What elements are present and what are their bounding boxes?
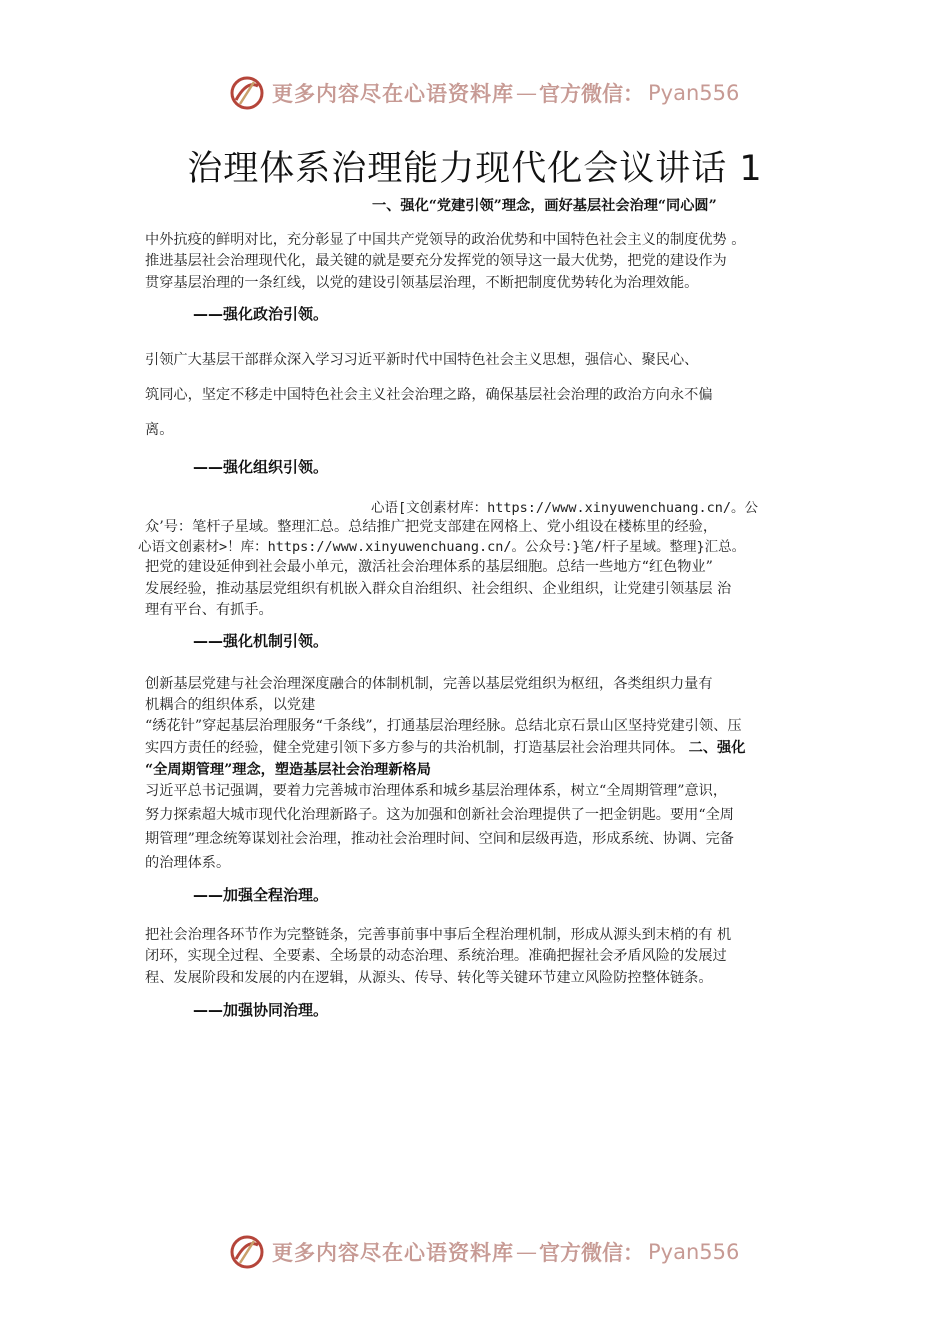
brand-logo-icon bbox=[228, 74, 266, 112]
paragraph-line: 离。 bbox=[145, 422, 174, 438]
paragraph-line: 中外抗疫的鲜明对比，充分彰显了中国共产党领导的政治优势和中国特色社会主义的制度优势 。 bbox=[145, 232, 746, 248]
paragraph-line: 筑同心，坚定不移走中国特色社会主义社会治理之路，确保基层社会治理的政治方向永不偏 bbox=[145, 387, 713, 403]
paragraph-line: 理有平台、有抓手。 bbox=[145, 602, 273, 618]
section-heading-2-part: 二、强化 bbox=[688, 740, 746, 756]
section-heading-1: 一、强化“党建引领”理念，画好基层社会治理“同心圆” bbox=[372, 198, 717, 214]
subheading-political: ——强化政治引领。 bbox=[193, 305, 329, 323]
paragraph-line: 努力探索超大城市现代化治理新路子。这为加强和创新社会治理提供了一把金钥匙。要用“全周 bbox=[145, 807, 734, 823]
paragraph-line: 期管理”理念统筹谋划社会治理，推动社会治理时间、空间和层级再造，形成系统、协调、完备 bbox=[145, 831, 734, 847]
footer-banner bbox=[228, 1232, 748, 1272]
page-title: 治理体系治理能力现代化会议讲话 1 bbox=[187, 149, 763, 189]
banner-separator: — bbox=[516, 1240, 537, 1264]
banner-wechat-id: Pyan556 bbox=[648, 81, 740, 105]
paragraph-line bbox=[145, 738, 745, 758]
brand-logo-icon bbox=[228, 1233, 266, 1271]
paragraph-line: “绣花针”穿起基层治理服务“千条线”，打通基层治理经脉。总结北京石景山区坚持党建引领、压 bbox=[145, 718, 742, 734]
paragraph-line: 推进基层社会治理现代化，最关键的就是要充分发挥党的领导这一最大优势，把党的建设作为 bbox=[145, 253, 727, 269]
paragraph-line: 创新基层党建与社会治理深度融合的体制机制，完善以基层党组织为枢纽，各类组织力量有 bbox=[145, 676, 713, 692]
banner-slogan: 更多内容尽在心语资料库 bbox=[272, 81, 514, 106]
subheading-full-process: ——加强全程治理。 bbox=[193, 886, 329, 904]
paragraph-line: 发展经验，推动基层党组织有机嵌入群众自治组织、社会组织、企业组织，让党建引领基层 治 bbox=[145, 581, 732, 597]
banner-separator: — bbox=[516, 81, 537, 105]
paragraph-line: 把社会治理各环节作为完整链条，完善事前事中事后全程治理机制，形成从源头到末梢的有 机 bbox=[145, 927, 732, 943]
paragraph-text: 实四方责任的经验，健全党建引领下多方参与的共治机制，打造基层社会治理共同体。 bbox=[145, 740, 685, 756]
paragraph-line: 贯穿基层治理的一条红线，以党的建设引领基层治理，不断把制度优势转化为治理效能。 bbox=[145, 275, 699, 291]
paragraph-line: 引领广大基层干部群众深入学习习近平新时代中国特色社会主义思想，强信心、聚民心、 bbox=[145, 352, 699, 368]
section-heading-2: “全周期管理”理念，塑造基层社会治理新格局 bbox=[145, 762, 431, 778]
paragraph-line: 心语[文创素材库：https://www.xinyuwenchuang.cn/。公 bbox=[371, 500, 758, 516]
subheading-mechanism: ——强化机制引领。 bbox=[193, 632, 329, 650]
paragraph-line: 习近平总书记强调，要着力完善城市治理体系和城乡基层治理体系，树立“全周期管理”意识， bbox=[145, 783, 728, 799]
header-banner bbox=[228, 73, 748, 113]
paragraph-line: 众’号：笔杆子星域。整理汇总。总结推广把党支部建在网格上、党小组设在楼栋里的经验， bbox=[145, 519, 718, 535]
banner-wechat-label: 官方微信： bbox=[539, 81, 644, 106]
paragraph-line: 把党的建设延伸到社会最小单元，激活社会治理体系的基层细胞。总结一些地方“红色物业” bbox=[145, 559, 713, 575]
paragraph-line: 机耦合的组织体系，以党建 bbox=[145, 697, 316, 713]
subheading-organization: ——强化组织引领。 bbox=[193, 458, 329, 476]
banner-wechat-id: Pyan556 bbox=[648, 1240, 740, 1264]
paragraph-line: 程、发展阶段和发展的内在逻辑，从源头、传导、转化等关键环节建立风险防控整体链条。 bbox=[145, 970, 713, 986]
banner-wechat-label: 官方微信： bbox=[539, 1240, 644, 1265]
paragraph-line: 心语文创素材>！库：https://www.xinyuwenchuang.cn/。公众号：}笔/杆子星域。整理}汇总。 bbox=[138, 539, 746, 555]
paragraph-line: 闭环，实现全过程、全要素、全场景的动态治理、系统治理。准确把握社会矛盾风险的发展过 bbox=[145, 948, 727, 964]
banner-slogan: 更多内容尽在心语资料库 bbox=[272, 1240, 514, 1265]
paragraph-line: 的治理体系。 bbox=[145, 855, 231, 871]
subheading-collaborative: ——加强协同治理。 bbox=[193, 1001, 329, 1019]
